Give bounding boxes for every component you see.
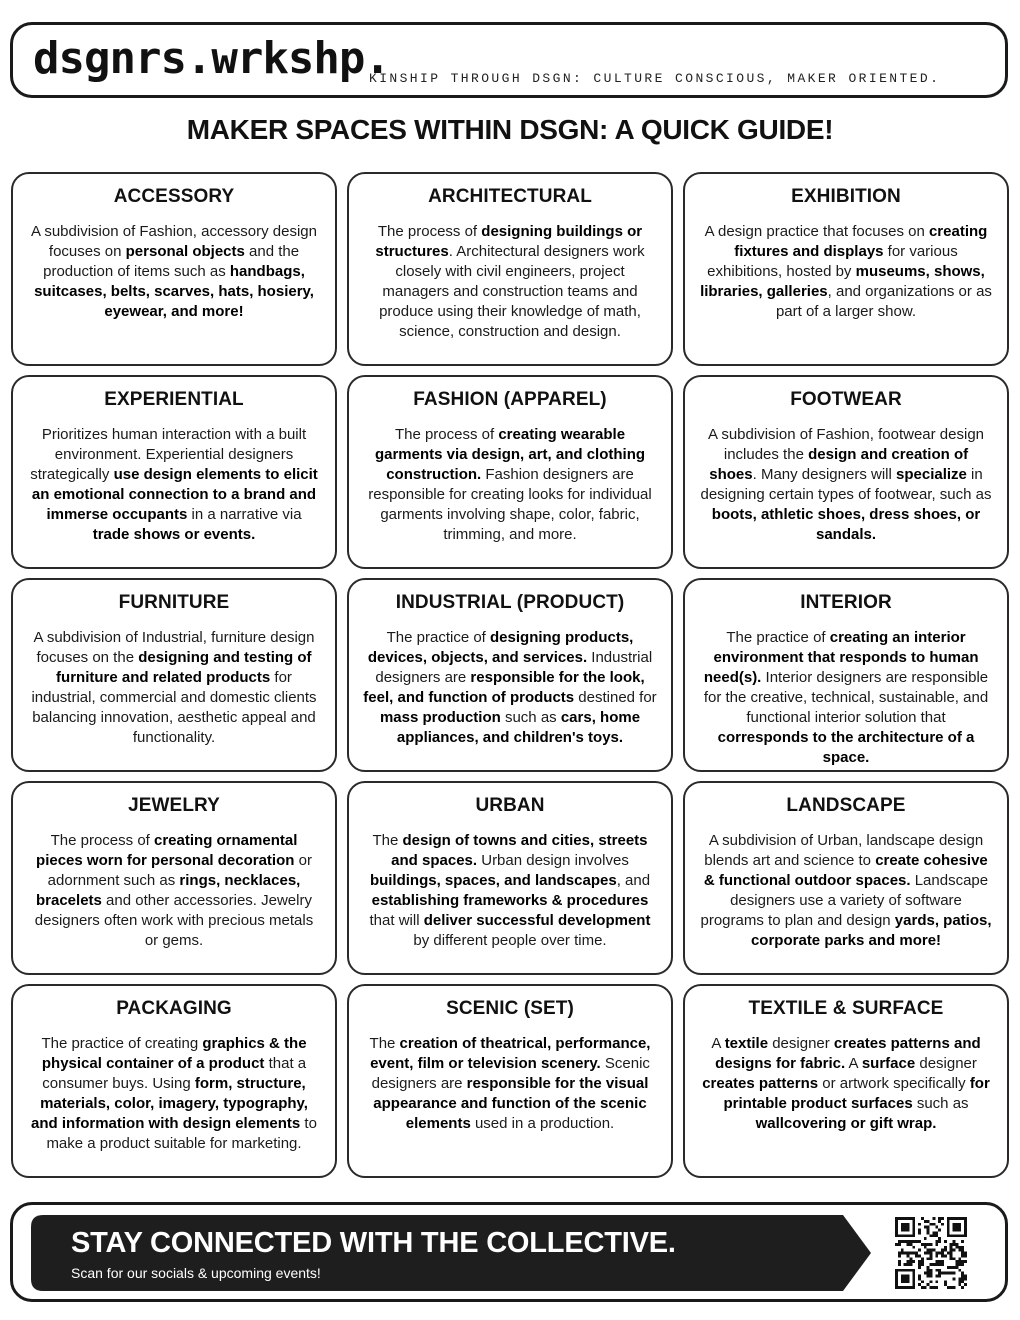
- category-description: The design of towns and cities, streets and spaces. Urban design involves buildings, spaces, and landscapes, and establishing frameworks & procedures that will deliver successful development by different people over time.: [369, 832, 651, 949]
- category-card: [11, 984, 337, 1178]
- category-title: INTERIOR: [800, 592, 892, 613]
- category-description: The process of creating ornamental pieces worn for personal decoration or adornment such as rings, necklaces, bracelets and other accessories. Jewelry designers often work with precious metals or gems.: [34, 832, 314, 949]
- category-title: INDUSTRIAL (PRODUCT): [395, 592, 625, 613]
- category-description: A subdivision of Industrial, furniture design focuses on the designing and testing of furniture and related products for industrial, commercial and domestic clients balancing innovation, aesthetic appeal and functionality.: [31, 629, 317, 746]
- category-title: URBAN: [475, 795, 545, 816]
- category-card: [683, 578, 1009, 772]
- category-title: EXPERIENTIAL: [104, 389, 244, 410]
- category-description: A subdivision of Fashion, footwear design includes the design and creation of shoes. Many designers will specialize in designing certain types of footwear, such as boots, athletic shoes, dress shoes, or sandals.: [700, 426, 992, 543]
- category-description: Prioritizes human interaction with a built environment. Experiential designers strategically use design elements to elicit an emotional connection to a brand and immerse occupants in a narrative via trade shows or events.: [30, 426, 318, 543]
- category-card: [11, 781, 337, 975]
- brand-tagline: KINSHIP THROUGH DSGN: CULTURE CONSCIOUS, MAKER ORIENTED.: [369, 71, 941, 86]
- category-card: [347, 375, 673, 569]
- category-description: The process of creating wearable garments via design, art, and clothing construction. Fashion designers are responsible for creating looks for individual garments involving shape, color, fabric, trimming, and more.: [368, 426, 652, 543]
- category-description: A subdivision of Fashion, accessory design focuses on personal objects and the production of items such as handbags, suitcases, belts, scarves, hats, hosiery, eyewear, and more!: [31, 223, 317, 320]
- qr-code-icon[interactable]: [895, 1217, 967, 1289]
- cta-subtitle: Scan for our socials & upcoming events!: [71, 1265, 321, 1281]
- category-card: [683, 375, 1009, 569]
- category-description: The creation of theatrical, performance, event, film or television scenery. Scenic designers are responsible for the visual appearance and function of the scenic elements used in a production.: [369, 1035, 651, 1132]
- category-description: A subdivision of Urban, landscape design blends art and science to create cohesive & functional outdoor spaces. Landscape designers use a variety of software programs to plan and design yards, patios, corporate parks and more!: [700, 832, 992, 949]
- page-title: MAKER SPACES WITHIN DSGN: A QUICK GUIDE!: [186, 114, 834, 145]
- category-description: A design practice that focuses on creating fixtures and displays for various exhibitions, hosted by museums, shows, libraries, galleries, and organizations or as part of a larger show.: [700, 223, 992, 320]
- category-card: [683, 984, 1009, 1178]
- brand-logo[interactable]: dsgnrs.wrkshp.: [33, 33, 390, 84]
- category-card: [347, 172, 673, 366]
- category-title: ARCHITECTURAL: [428, 186, 592, 207]
- cta-banner[interactable]: [31, 1215, 871, 1291]
- category-title: ACCESSORY: [113, 186, 235, 207]
- footer: [10, 1202, 1008, 1302]
- category-card: [347, 578, 673, 772]
- cta-title: STAY CONNECTED WITH THE COLLECTIVE.: [71, 1227, 676, 1259]
- category-description: The practice of creating an interior environment that responds to human need(s). Interior designers are responsible for the creative, technical, sustainable, and functional interior solution that corresponds to the architecture of a space.: [703, 629, 989, 766]
- category-title: LANDSCAPE: [786, 795, 906, 816]
- header: [10, 22, 1008, 98]
- category-title: TEXTILE & SURFACE: [748, 998, 944, 1019]
- category-title: FURNITURE: [118, 592, 230, 613]
- category-card: [11, 578, 337, 772]
- category-card: [347, 984, 673, 1178]
- category-description: A textile designer creates patterns and designs for fabric. A surface designer creates patterns or artwork specifically for printable product surfaces such as wallcovering or gift wrap.: [702, 1035, 990, 1132]
- design-categories-grid: [11, 172, 1009, 1178]
- category-card: [683, 172, 1009, 366]
- category-card: [11, 172, 337, 366]
- category-description: The practice of designing products, devices, objects, and services. Industrial designers are responsible for the look, feel, and function of products destined for mass production such as cars, home appliances, and children's toys.: [363, 629, 657, 746]
- category-card: [683, 781, 1009, 975]
- category-title: PACKAGING: [116, 998, 232, 1019]
- category-title: SCENIC (SET): [446, 998, 574, 1019]
- category-card: [11, 375, 337, 569]
- category-card: [347, 781, 673, 975]
- category-title: JEWELRY: [128, 795, 220, 816]
- category-title: FOOTWEAR: [790, 389, 902, 410]
- category-description: The process of designing buildings or structures. Architectural designers work closely with civil engineers, project managers and construction teams and produce using their knowledge of math, science, construction and design.: [375, 223, 645, 340]
- category-title: EXHIBITION: [791, 186, 901, 207]
- category-description: The practice of creating graphics & the physical container of a product that a consumer buys. Using form, structure, materials, color, imagery, typography, and information with design elements to make a product suitable for marketing.: [31, 1035, 317, 1152]
- category-title: FASHION (APPAREL): [413, 389, 607, 410]
